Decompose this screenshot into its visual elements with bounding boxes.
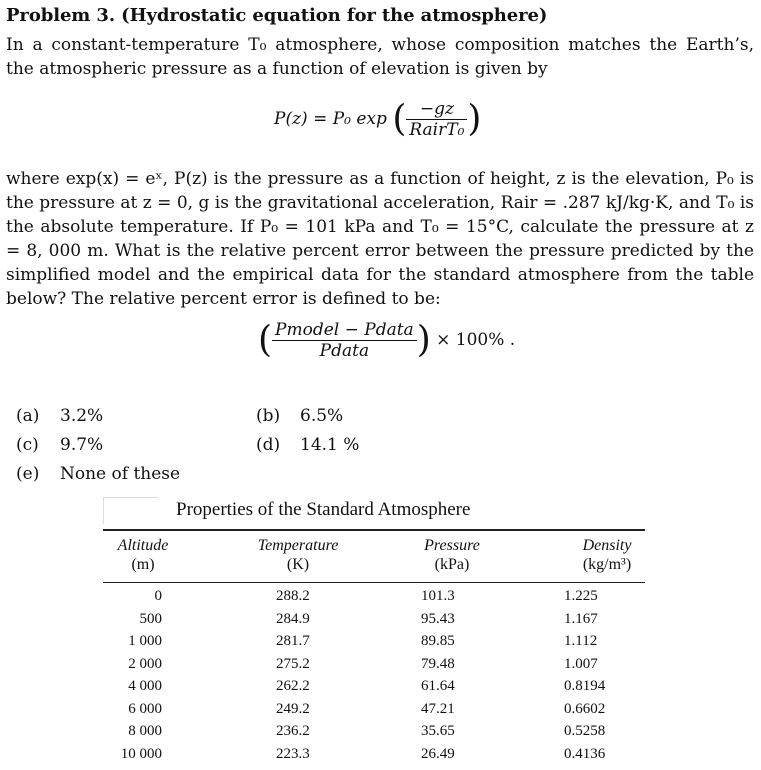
choice-label: (a) (16, 406, 40, 426)
header-unit: (kg/m³) (582, 556, 632, 573)
equation-fraction (406, 99, 467, 140)
table-cell: 281.7 (276, 633, 310, 649)
left-paren: ( (392, 98, 407, 140)
column-altitude (100, 585, 162, 765)
choice-d[interactable] (256, 435, 359, 455)
table-cell: 1.007 (564, 655, 598, 672)
pressure-equation (274, 99, 481, 140)
header-name: Temperature (257, 537, 339, 554)
right-paren: ) (467, 98, 482, 140)
table-cell: 288.2 (276, 588, 310, 604)
header-unit: (kPa) (434, 556, 470, 573)
choice-text: 6.5% (300, 406, 344, 426)
equation-lhs: P(z) = P₀ exp (274, 109, 387, 129)
table-cell: 101.3 (421, 588, 455, 604)
error-denominator: Pdata (319, 341, 370, 361)
header-temperature (238, 536, 358, 574)
table-cell: 95.43 (421, 610, 455, 627)
table-cell: 275.2 (276, 655, 310, 672)
header-density (560, 536, 654, 574)
table-header-rule (103, 582, 645, 583)
table-cell: 47.21 (421, 700, 455, 717)
header-name: Pressure (424, 537, 480, 554)
choice-label: (b) (256, 406, 281, 426)
header-name: Altitude (117, 537, 169, 554)
table-cell: 500 (139, 610, 162, 627)
choice-text: None of these (60, 464, 181, 484)
table-top-rule (103, 529, 645, 531)
equation-denominator: RairT₀ (409, 120, 465, 140)
table-cell: 0.5258 (564, 723, 606, 739)
table-cell: 1.167 (564, 610, 598, 627)
choice-label: (c) (16, 435, 39, 455)
choice-label: (d) (256, 435, 281, 455)
header-name: Density (582, 537, 632, 554)
table-cell: 262.2 (276, 678, 310, 694)
table-cell: 0.4136 (564, 745, 606, 762)
header-altitude (103, 536, 183, 574)
table-cell: 236.2 (276, 723, 310, 739)
choice-b[interactable] (256, 406, 343, 426)
choice-text: 14.1 % (300, 435, 360, 455)
right-paren: ) (416, 319, 431, 361)
header-unit: (K) (286, 556, 310, 573)
table-cell: 223.3 (276, 745, 310, 762)
table-cell: 89.85 (421, 633, 455, 649)
table-cell: 0 (154, 588, 162, 604)
table-cell: 61.64 (421, 678, 455, 694)
table-cell: 1.112 (564, 633, 598, 649)
problem-description: where exp(x) = eˣ, P(z) is the pressure as a function of height, z is the elevation, P₀ is the pressure at z = 0, g is the gravitational acceleration, Rair = .287 kJ/kg·K, and T₀ is the absolute temperature. If P₀ = 101 kPa and T₀ = 15°C, calculate the pressure at z = 8, 000 m. What is the relative percent error between the pressure predicted by the simplified model and the empirical data for the standard atmosphere from the table below? The relative percent error is defined to be: (6, 169, 754, 309)
error-numerator: Pmodel − Pdata (272, 320, 417, 341)
table-cell: 249.2 (276, 700, 310, 717)
table-cell: 79.48 (421, 655, 455, 672)
choice-e[interactable] (16, 464, 180, 484)
table-cell: 1.225 (564, 588, 598, 604)
table-cell: 8 000 (128, 723, 162, 739)
problem-title: Problem 3. (Hydrostatic equation for the atmosphere) (6, 5, 548, 26)
table-cell: 35.65 (421, 723, 455, 739)
table-cell: 26.49 (421, 745, 455, 762)
error-formula (258, 320, 515, 361)
table-cell: 1 000 (128, 633, 162, 649)
header-unit: (m) (131, 556, 155, 573)
table-cell: 284.9 (276, 610, 310, 627)
equation-numerator: −gz (406, 99, 467, 120)
choice-label: (e) (16, 464, 40, 484)
column-density (564, 585, 634, 765)
choice-text: 9.7% (60, 435, 104, 455)
left-paren: ( (258, 319, 273, 361)
table-corner-box (103, 497, 158, 524)
error-suffix: × 100% . (436, 330, 516, 350)
table-title: Properties of the Standard Atmosphere (176, 499, 471, 520)
table-cell: 10 000 (120, 745, 162, 762)
choice-text: 3.2% (60, 406, 104, 426)
header-pressure (400, 536, 504, 574)
table-cell: 2 000 (128, 655, 162, 672)
table-cell: 0.8194 (564, 678, 606, 694)
table-cell: 0.6602 (564, 700, 606, 717)
choice-a[interactable] (16, 406, 103, 426)
column-temperature (276, 585, 346, 765)
column-pressure (421, 585, 491, 765)
table-cell: 6 000 (128, 700, 162, 717)
table-cell: 4 000 (128, 678, 162, 694)
problem-intro: In a constant-temperature T₀ atmosphere, whose composition matches the Earth’s, the atmospheric pressure as a function of elevation is given by (6, 35, 754, 79)
error-fraction (272, 320, 417, 361)
choice-c[interactable] (16, 435, 103, 455)
